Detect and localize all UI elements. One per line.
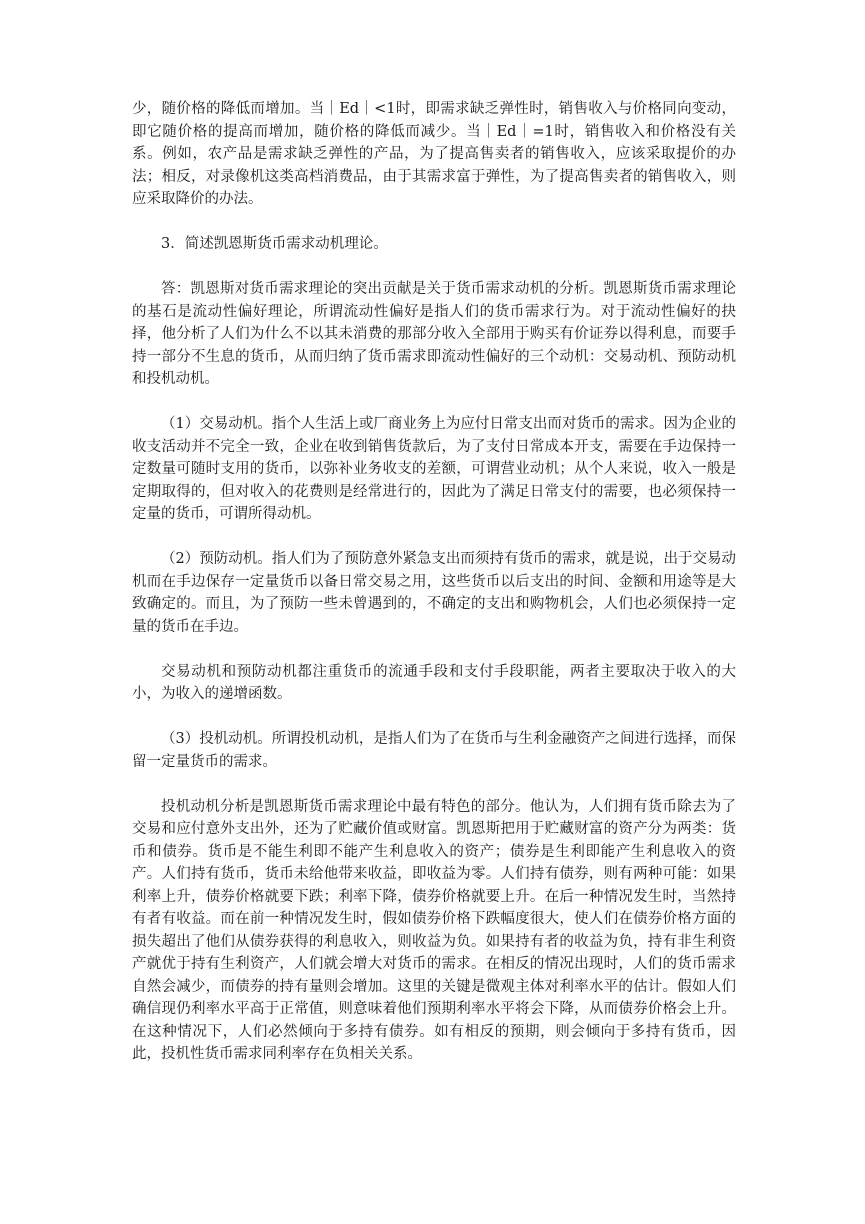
- motives-summary-paragraph: 交易动机和预防动机都注重货币的流通手段和支付手段职能，两者主要取决于收入的大小，为收入的递增函数。: [132, 663, 736, 702]
- document-page: [132, 98, 736, 1088]
- precautionary-motive-paragraph: （2）预防动机。指人们为了预防意外紧急支出而须持有货币的需求，就是说，出于交易动机而在手边保存一定量货币以备日常交易之用，这些货币以后支出的时间、金额和用途等是大致确定的。而且，为了预防一些未曾遇到的，不确定的支出和购物机会，人们也必须保持一定量的货币在手边。: [132, 551, 736, 635]
- answer-paragraph: 答：凯恩斯对货币需求理论的突出贡献是关于货币需求动机的分析。凯恩斯货币需求理论的基石是流动性偏好理论，所谓流动性偏好是指人们的货币需求行为。对于流动性偏好的抉择，他分析了人们为什么不以其未消费的那部分收入全部用于购买有价证券以得利息，而要手持一部分不生息的货币，从而归纳了货币需求即流动性偏好的三个动机：交易动机、预防动机和投机动机。: [132, 281, 736, 387]
- speculative-analysis-paragraph: 投机动机分析是凯恩斯货币需求理论中最有特色的部分。他认为，人们拥有货币除去为了交易和应付意外支出外，还为了贮藏价值或财富。凯恩斯把用于贮藏财富的资产分为两类：货币和债券。货币是不能生利即不能产生利息收入的资产；债券是生利即能产生利息收入的资产。人们持有货币，货币未给他带来收益，即收益为零。人们持有债券，则有两种可能：如果利率上升，债券价格就要下跌；利率下降，债券价格就要上升。在后一种情况发生时，当然持有者有收益。而在前一种情况发生时，假如债券价格下跌幅度很大，使人们在债券价格方面的损失超出了他们从债券获得的利息收入，则收益为负。如果持有者的收益为负，持有非生利资产就优于持有生利资产，人们就会增大对货币的需求。在相反的情况出现时，人们的货币需求自然会减少，而债券的持有量则会增加。这里的关键是微观主体对利率水平的估计。假如人们确信现仍利率水平高于正常值，则意味着他们预期利率水平将会下降，从而债券价格会上升。在这种情况下，人们必然倾向于多持有债券。如有相反的预期，则会倾向于多持有货币，因此，投机性货币需求同利率存在负相关关系。: [132, 798, 736, 1062]
- speculative-motive-paragraph: （3）投机动机。所谓投机动机，是指人们为了在货币与生利金融资产之间进行选择，而保留一定量货币的需求。: [132, 731, 736, 770]
- continued-paragraph: 少，随价格的降低而增加。当｜Ed｜<1时，即需求缺乏弹性时，销售收入与价格同向变动，即它随价格的提高而增加，随价格的降低而减少。当｜Ed｜=1时，销售收入和价格没有关系。例如，农产品是需求缺乏弹性的产品，为了提高售卖者的销售收入，应该采取提价的办法；相反，对录像机这类高档消费品，由于其需求富于弹性，为了提高售卖者的销售收入，则应采取降价的办法。: [132, 101, 736, 207]
- question-3-heading: 3．简述凯恩斯货币需求动机理论。: [161, 236, 388, 252]
- transaction-motive-paragraph: （1）交易动机。指个人生活上或厂商业务上为应付日常支出而对货币的需求。因为企业的收支活动并不完全一致，企业在收到销售货款后，为了支付日常成本开支，需要在手边保持一定数量可随时支用的货币，以弥补业务收支的差额，可谓营业动机；从个人来说，收入一般是定期取得的，但对收入的花费则是经常进行的，因此为了满足日常支付的需要，也必须保持一定量的货币，可谓所得动机。: [132, 416, 736, 522]
